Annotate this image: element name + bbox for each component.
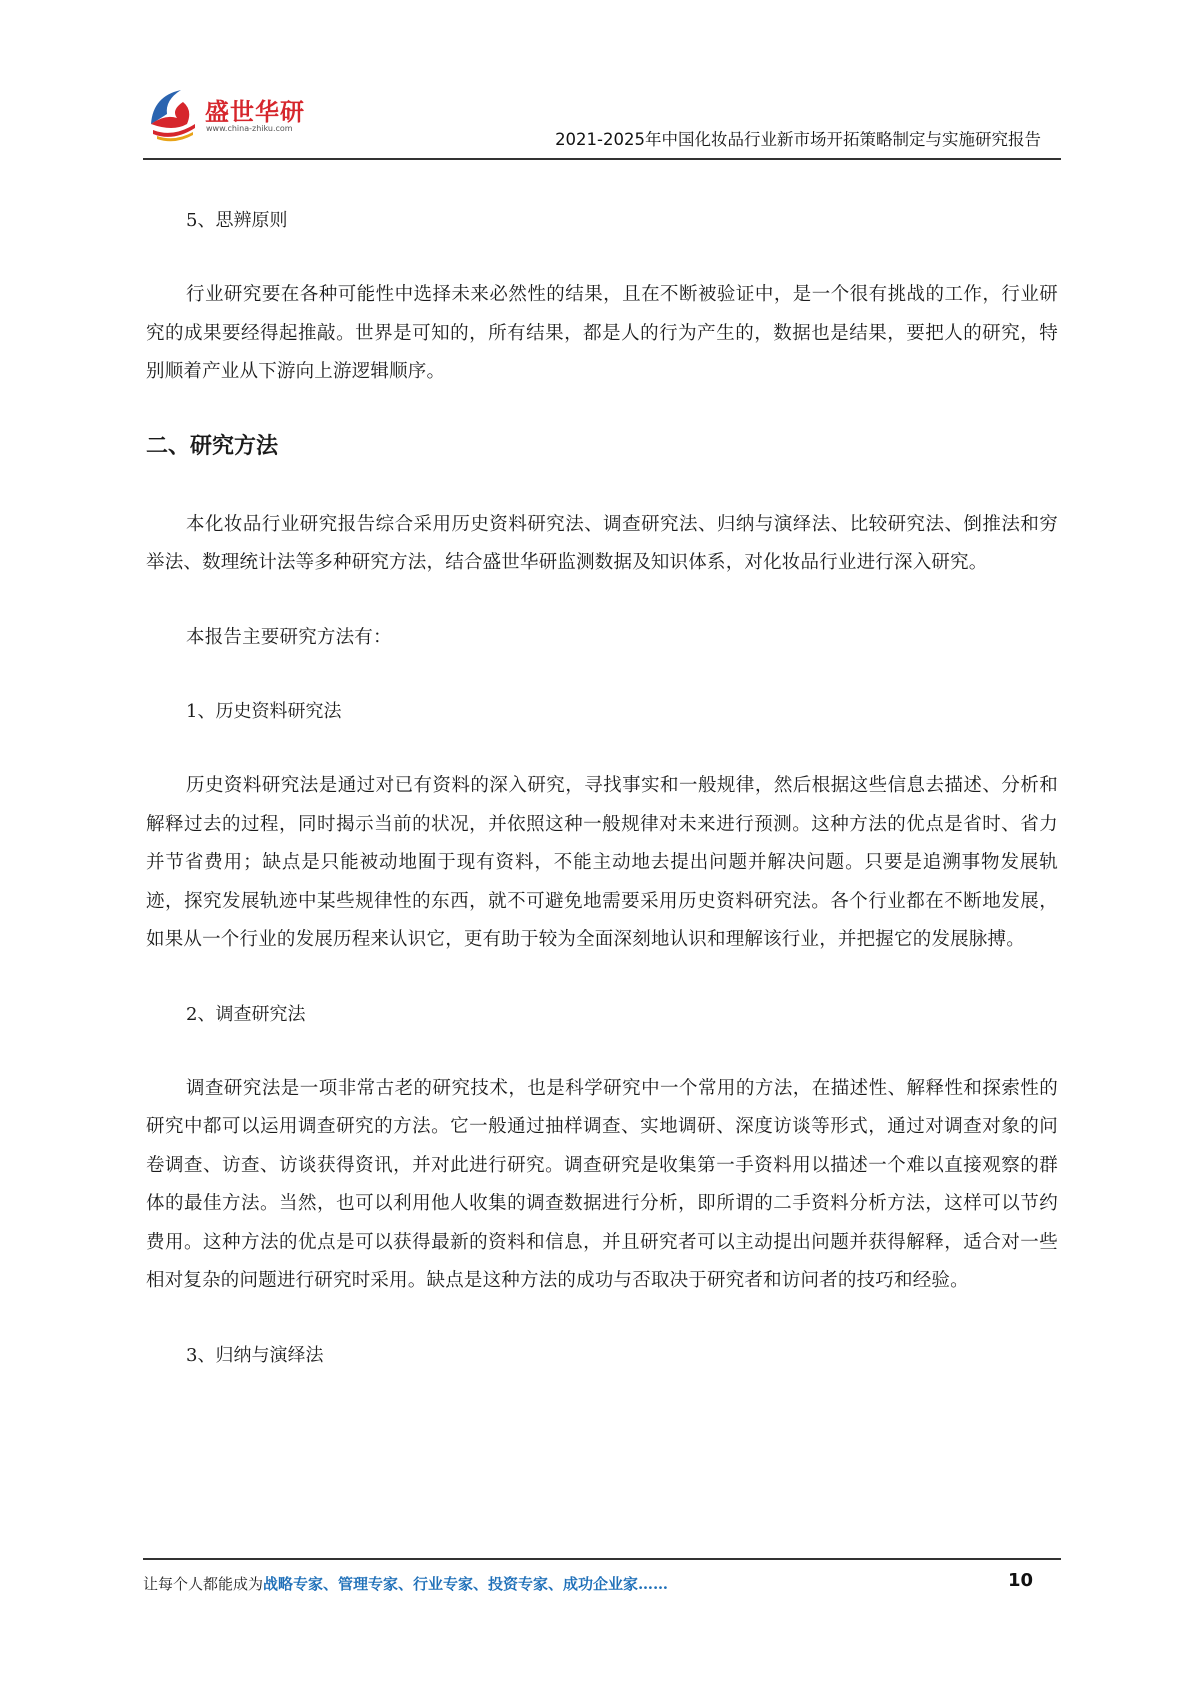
page-content [146,202,1058,1411]
page-number: 10 [1007,1570,1033,1591]
logo-url: www.china-zhiku.com [206,124,293,133]
page-footer [143,1558,1061,1604]
slogan-highlight: 战略专家、管理专家、行业专家、投资专家、成功企业家…… [263,1575,669,1593]
paragraph: 本报告主要研究方法有： [186,626,392,648]
subheading-thinking-principle: 5、思辨原则 [186,210,288,231]
report-title: 2021-2025年中国化妆品行业新市场开拓策略制定与实施研究报告 [555,130,1041,149]
logo-emblem-icon [143,84,203,144]
page-header [143,80,1061,160]
logo-name: 盛世华研 [205,98,305,126]
subheading-induction-deduction: 3、归纳与演绎法 [186,1344,324,1366]
subheading-historical-method: 1、历史资料研究法 [186,701,342,722]
footer-slogan [143,1573,668,1594]
paragraph: 本化妆品行业研究报告综合采用历史资料研究法、调查研究法、归纳与演绎法、比较研究法、倒推法和穷举法、数理统计法等多种研究方法，结合盛世华研监测数据及知识体系，对化妆品行业进行深入研究。 [146,513,1058,573]
paragraph: 调查研究法是一项非常古老的研究技术，也是科学研究中一个常用的方法，在描述性、解释性和探索性的研究中都可以运用调查研究的方法。它一般通过抽样调查、实地调研、深度访谈等形式，通过对调查对象的问卷调查、访查、访谈获得资讯，并对此进行研究。调查研究是收集第一手资料用以描述一个难以直接观察的群体的最佳方法。当然，也可以利用他人收集的调查数据进行分析，即所谓的二手资料分析方法，这样可以节约费用。这种方法的优点是可以获得最新的资料和信息，并且研究者可以主动提出问题并获得解释，适合对一些相对复杂的问题进行研究时采用。缺点是这种方法的成功与否取决于研究者和访问者的技巧和经验。 [146,1077,1058,1291]
slogan-prefix: 让每个人都能成为 [143,1575,264,1593]
company-logo [143,84,323,144]
paragraph: 历史资料研究法是通过对已有资料的深入研究，寻找事实和一般规律，然后根据这些信息去描述、分析和解释过去的过程，同时揭示当前的状况，并依照这种一般规律对未来进行预测。这种方法的优点是省时、省力并节省费用；缺点是只能被动地囿于现有资料，不能主动地去提出问题并解决问题。只要是追溯事物发展轨迹，探究发展轨迹中某些规律性的东西，就不可避免地需要采用历史资料研究法。各个行业都在不断地发展，如果从一个行业的发展历程来认识它，更有助于较为全面深刻地认识和理解该行业，并把握它的发展脉搏。 [146,775,1058,950]
paragraph: 行业研究要在各种可能性中选择未来必然性的结果，且在不断被验证中，是一个很有挑战的工作，行业研究的成果要经得起推敲。世界是可知的，所有结果，都是人的行为产生的，数据也是结果，要把人的研究，特别顺着产业从下游向上游逻辑顺序。 [146,284,1058,382]
section-heading-research-methods: 二、研究方法 [146,433,279,459]
subheading-survey-method: 2、调查研究法 [186,1003,306,1025]
